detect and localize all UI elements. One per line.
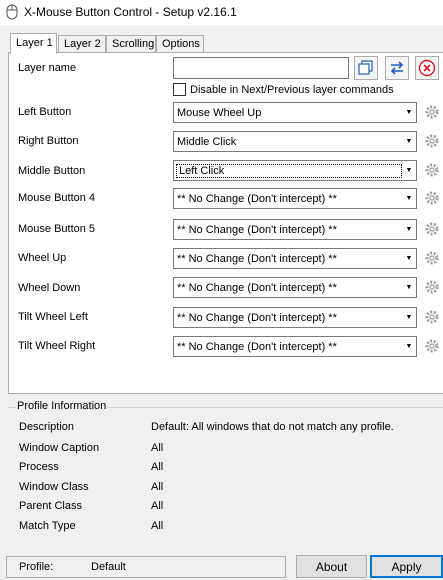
title-bar (0, 0, 443, 25)
swap-arrows-icon (389, 60, 405, 76)
window-class-value: All (151, 481, 164, 493)
gear-icon (424, 338, 440, 354)
wheel-up-settings-button[interactable] (422, 248, 442, 268)
right-button-select[interactable] (173, 131, 417, 152)
dropdown-arrow-icon: ▼ (405, 255, 413, 262)
middle-button-value: Left Click (176, 164, 402, 178)
tilt-wheel-right-label: Tilt Wheel Right (18, 340, 96, 352)
parent-class-value: All (151, 500, 164, 512)
left-button-label: Left Button (18, 106, 72, 118)
tilt-wheel-right-settings-button[interactable] (422, 336, 442, 356)
mouse-button-5-settings-button[interactable] (422, 219, 442, 239)
gear-icon (424, 221, 440, 237)
right-button-label: Right Button (18, 135, 79, 147)
wheel-down-value: ** No Change (Don't intercept) ** (177, 281, 337, 294)
profile-status-box (6, 556, 286, 578)
mouse-button-5-value: ** No Change (Don't intercept) ** (177, 223, 337, 236)
dropdown-arrow-icon: ▼ (405, 343, 413, 350)
layer-name-input[interactable] (173, 57, 349, 79)
tilt-wheel-left-label: Tilt Wheel Left (18, 311, 88, 323)
mouse-button-4-label: Mouse Button 4 (18, 192, 96, 204)
window-caption-label: Window Caption (19, 442, 100, 454)
left-button-value: Mouse Wheel Up (177, 106, 262, 119)
copy-icon (358, 60, 374, 76)
wheel-up-value: ** No Change (Don't intercept) ** (177, 252, 337, 265)
window-class-label: Window Class (19, 481, 89, 493)
mouse-button-4-select[interactable] (173, 188, 417, 209)
gear-icon (424, 190, 440, 206)
dropdown-arrow-icon: ▼ (405, 138, 413, 145)
gear-icon (424, 279, 440, 295)
tilt-wheel-right-select[interactable] (173, 336, 417, 357)
gear-icon (424, 162, 440, 178)
gear-icon (424, 133, 440, 149)
disable-layer-checkbox-row[interactable] (173, 83, 394, 96)
disable-layer-checkbox[interactable] (173, 83, 186, 96)
window-caption-value: All (151, 442, 164, 454)
tab-layer-1[interactable]: Layer 1 (10, 33, 57, 54)
right-button-value: Middle Click (177, 135, 237, 148)
description-value: Default: All windows that do not match any profile. (151, 421, 394, 433)
tab-layer-2[interactable]: Layer 2 (58, 35, 106, 53)
swap-layer-button[interactable] (385, 56, 409, 80)
clear-x-icon (418, 59, 436, 77)
gear-icon (424, 104, 440, 120)
wheel-down-settings-button[interactable] (422, 277, 442, 297)
tilt-wheel-left-value: ** No Change (Don't intercept) ** (177, 311, 337, 324)
copy-layer-button[interactable] (354, 56, 378, 80)
clear-layer-button[interactable] (415, 56, 439, 80)
tilt-wheel-left-settings-button[interactable] (422, 307, 442, 327)
layer-name-label: Layer name (18, 62, 77, 74)
dropdown-arrow-icon: ▼ (405, 284, 413, 291)
tilt-wheel-right-value: ** No Change (Don't intercept) ** (177, 340, 337, 353)
description-label: Description (19, 421, 75, 433)
mouse-button-4-settings-button[interactable] (422, 188, 442, 208)
parent-class-label: Parent Class (19, 500, 82, 512)
wheel-up-select[interactable] (173, 248, 417, 269)
about-button[interactable]: About (296, 555, 367, 578)
left-button-select[interactable] (173, 102, 417, 123)
middle-button-label: Middle Button (18, 165, 86, 177)
tab-options[interactable]: Options (156, 35, 204, 53)
profile-status-value: Default (91, 561, 126, 573)
wheel-up-label: Wheel Up (18, 252, 67, 264)
dropdown-arrow-icon: ▼ (405, 195, 413, 202)
mouse-app-icon (6, 4, 18, 20)
tab-scrolling[interactable]: Scrolling (106, 35, 156, 53)
dropdown-arrow-icon: ▼ (405, 314, 413, 321)
dropdown-arrow-icon: ▼ (405, 109, 413, 116)
match-type-value: All (151, 520, 164, 532)
process-label: Process (19, 461, 59, 473)
wheel-down-label: Wheel Down (18, 282, 81, 294)
dropdown-arrow-icon: ▼ (405, 226, 413, 233)
profile-status-label: Profile: (19, 561, 54, 573)
apply-button[interactable]: Apply (370, 555, 443, 578)
tilt-wheel-left-select[interactable] (173, 307, 417, 328)
dropdown-arrow-icon: ▼ (405, 167, 413, 174)
middle-button-select[interactable] (173, 160, 417, 181)
mouse-button-4-value: ** No Change (Don't intercept) ** (177, 192, 337, 205)
wheel-down-select[interactable] (173, 277, 417, 298)
window-title: X-Mouse Button Control - Setup v2.16.1 (24, 5, 237, 19)
mouse-button-5-select[interactable] (173, 219, 417, 240)
mouse-button-5-label: Mouse Button 5 (18, 223, 96, 235)
right-button-settings-button[interactable] (422, 131, 442, 151)
disable-layer-checkbox-label: Disable in Next/Previous layer commands (190, 83, 394, 96)
middle-button-settings-button[interactable] (422, 160, 442, 180)
gear-icon (424, 309, 440, 325)
left-button-settings-button[interactable] (422, 102, 442, 122)
match-type-label: Match Type (19, 520, 76, 532)
profile-info-title: Profile Information (17, 400, 107, 412)
gear-icon (424, 250, 440, 266)
process-value: All (151, 461, 164, 473)
